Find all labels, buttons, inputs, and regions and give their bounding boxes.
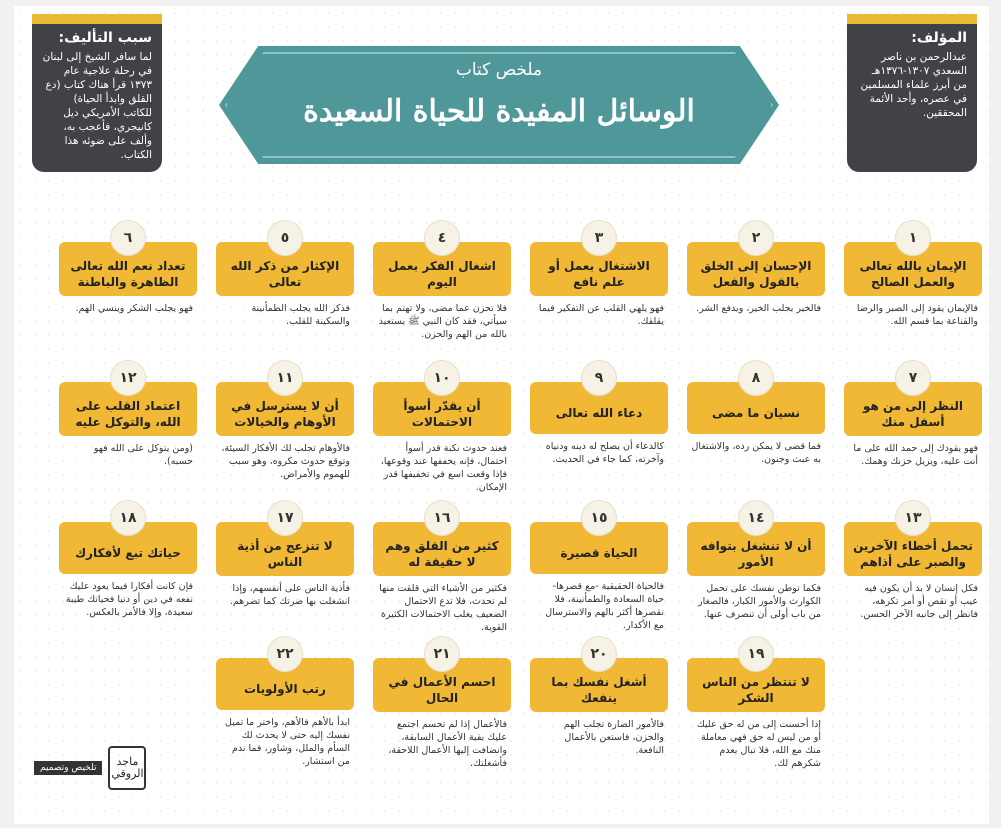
tip-title: أن يقدّر أسوأ الاحتمالات: [373, 382, 511, 436]
title-banner: [219, 46, 779, 164]
author-box: [847, 14, 977, 172]
tip-description: كالدعاء أن يصلح له دينه ودنياه وآخرته، كما جاء في الحديث.: [545, 441, 664, 465]
infographic-page: [14, 6, 989, 824]
tip-description: فالخير يجلب الخير، ويدفع الشر.: [696, 303, 821, 314]
tip-item: [844, 500, 982, 621]
author-heading: المؤلف:: [911, 30, 967, 46]
tip-description: فكثير من الأشياء التي قلقت منها لم تحدث، فلا تدع الاحتمال الضعيف يغلب الاحتمالات الكثيرة القوية.: [379, 583, 507, 633]
tip-description: فلا تحزن عما مضى، ولا تهتم بما سيأتي، فقد كان النبي ﷺ يستعيذ بالله من الهم والحزن.: [378, 303, 507, 340]
tip-description: فهو يقودك إلى حمد الله على ما أنت عليه، ويزيل حزنك وهمك.: [853, 443, 978, 467]
tip-item: [844, 220, 982, 328]
reason-box: [32, 14, 162, 172]
tip-number: ١٣: [895, 500, 931, 536]
tip-item: [373, 500, 511, 634]
tip-number: ١٦: [424, 500, 460, 536]
tip-title: تعداد نعم الله تعالى الظاهرة والباطنة: [59, 242, 197, 296]
tip-title: اشغال الفكر بعمل اليوم: [373, 242, 511, 296]
tip-number: ١١: [267, 360, 303, 396]
tip-number: ٢: [738, 220, 774, 256]
tip-title: الإكثار من ذكر الله تعالى: [216, 242, 354, 296]
book-subtitle: ملخص كتاب: [455, 60, 543, 80]
tip-number: ٢٢: [267, 636, 303, 672]
tip-number: ١٧: [267, 500, 303, 536]
tip-description: فعند حدوث نكبة قدر أسوأ احتمال، فإنه يخففها عند وقوعها، فإذا وقعت اسع في تخفيفها قدر الإمكان.: [380, 443, 507, 493]
tip-description: فهو يلهي القلب عن التفكير فيما يقلقك.: [538, 303, 664, 327]
tip-description: (ومن يتوكل على الله فهو حسبه).: [93, 443, 193, 467]
tip-description: فأذية الناس على أنفسهم، وإذا انشغلت بها ضرتك كما تضرهم.: [229, 583, 350, 607]
tip-title: أشغل نفسك بما ينفعك: [530, 658, 668, 712]
tip-item: [373, 636, 511, 770]
tip-number: ٢٠: [581, 636, 617, 672]
tip-number: ١٢: [110, 360, 146, 396]
tip-description: فإن كانت أفكارا فيما يعود عليك نفعه في دين أو دنيا فحياتك طيبة سعيدة، وإلا فالأمر بالعكس.: [65, 581, 193, 618]
tip-title: كثير من القلق وهم لا حقيقة له: [373, 522, 511, 576]
tip-description: إذا أحسنت إلى من له حق عليك أو من ليس له حق فهي معاملة منك مع الله، فلا تبال بعدم شكرهم لك.: [696, 719, 821, 769]
tip-item: [530, 360, 668, 466]
tip-number: ٤: [424, 220, 460, 256]
tip-number: ٢١: [424, 636, 460, 672]
tip-description: فالأمور الضارة تجلب الهم والحزن، فاستعن بالأعمال النافعة.: [563, 719, 664, 756]
tip-title: أن لا تنشغل بتوافه الأمور: [687, 522, 825, 576]
tip-item: [216, 500, 354, 608]
tip-title: حياتك تبع لأفكارك: [59, 522, 197, 574]
tip-number: ١٩: [738, 636, 774, 672]
tip-title: الحياة قصيرة: [530, 522, 668, 574]
tip-number: ٨: [738, 360, 774, 396]
tip-number: ١٥: [581, 500, 617, 536]
tip-number: ١٠: [424, 360, 460, 396]
tip-title: نسيان ما مضى: [687, 382, 825, 434]
tip-title: الاشتغال بعمل أو علم نافع: [530, 242, 668, 296]
tip-item: [373, 360, 511, 494]
tip-title: الإحسان إلى الخلق بالقول والفعل: [687, 242, 825, 296]
tip-description: فذكر الله يجلب الطمأنينة والسكينة للقلب.: [251, 303, 350, 327]
tip-title: النظر إلى من هو أسفل منك: [844, 382, 982, 436]
tip-description: فهو يجلب الشكر وينسي الهم.: [75, 303, 193, 314]
tip-item: [687, 220, 825, 315]
tip-item: [59, 500, 197, 619]
tip-title: الإيمان بالله تعالى والعمل الصالح: [844, 242, 982, 296]
tip-title: أن لا يسترسل في الأوهام والخيالات: [216, 382, 354, 436]
tip-number: ١٤: [738, 500, 774, 536]
logo-mark: ماجد الروقي: [108, 746, 146, 790]
tip-description: فالحياة الحقيقية -مع قصرها- حياة السعادة والطمأنينة، فلا تقصرها أكثر بالهم والاسترسال مع الأكدار.: [545, 581, 664, 631]
tip-number: ٥: [267, 220, 303, 256]
tip-title: تحمل أخطاء الآخرين والصبر على أذاهم: [844, 522, 982, 576]
author-text: عبدالرحمن بن ناصر السعدي ١٣٠٧-١٣٧٦هـ من أبرز علماء المسلمين في عصره، وأحد الأئمة المحققين.: [860, 51, 967, 119]
tip-title: اعتماد القلب على الله، والتوكل عليه: [59, 382, 197, 436]
reason-text: لما سافر الشيخ إلى لبنان في رحلة علاجية عام ١٣٧٣ قرأ هناك كتاب (دع القلق وابدأ الحياة) للكاتب الأمريكي ديل كانيجري، فأعجب به، وألف على ضوئه هذا الكتاب.: [42, 51, 152, 161]
tip-item: [687, 500, 825, 621]
tip-item: [687, 360, 825, 466]
tip-number: ١: [895, 220, 931, 256]
tip-item: [216, 220, 354, 328]
tip-title: دعاء الله تعالى: [530, 382, 668, 434]
tip-item: [530, 500, 668, 632]
tip-description: فالأوهام تجلب لك الأفكار السيئة، وتوقع حدوث مكروه، وهو سبب للهموم والأمراض.: [221, 443, 350, 480]
tip-item: [216, 360, 354, 481]
tip-title: لا تنتظر من الناس الشكر: [687, 658, 825, 712]
tip-number: ١٨: [110, 500, 146, 536]
tip-item: [687, 636, 825, 770]
tip-description: ابدأ بالأهم فالأهم، واختر ما تميل نفسك إليه حتى لا يحدث لك السأم والملل، وشاور، فما ندم من استشار.: [225, 717, 350, 767]
tip-description: فالأعمال إذا لم تحسم اجتمع عليك بقية الأعمال السابقة، وانضافت إليها الأعمال اللاحقة، فأشغلتك.: [388, 719, 507, 769]
tip-title: رتب الأولويات: [216, 658, 354, 710]
reason-heading: سبب التأليف:: [58, 30, 152, 46]
tip-title: احسم الأعمال في الحال: [373, 658, 511, 712]
tip-item: [530, 220, 668, 328]
book-title: الوسائل المفيدة للحياة السعيدة: [303, 94, 695, 129]
tip-description: فكل إنسان لا بد أن يكون فيه عيب أو نقص أو أمر تكرهه، فانظر إلى جانبه الآخر الحسن.: [860, 583, 978, 620]
tip-description: فما قضى لا يمكن رده، والاشتغال به عبث وجنون.: [691, 441, 821, 465]
tip-item: [216, 636, 354, 768]
tip-number: ٧: [895, 360, 931, 396]
tip-item: [59, 220, 197, 315]
tip-description: فكما توطن نفسك على تحمل الكوارث والأمور الكبار، فالصغار من باب أولى أن تنصرف عنها.: [698, 583, 821, 620]
tip-title: لا تنزعج من أذية الناس: [216, 522, 354, 576]
design-credit: تلخيص وتصميم: [34, 761, 102, 775]
tip-number: ٩: [581, 360, 617, 396]
tip-item: [373, 220, 511, 341]
tip-item: [59, 360, 197, 468]
tip-number: ٦: [110, 220, 146, 256]
tip-item: [844, 360, 982, 468]
designer-logo: [34, 746, 146, 790]
tip-description: فالإيمان يقود إلى الصبر والرضا والقناعة بما قسم الله.: [856, 303, 978, 327]
tip-item: [530, 636, 668, 757]
tip-number: ٣: [581, 220, 617, 256]
